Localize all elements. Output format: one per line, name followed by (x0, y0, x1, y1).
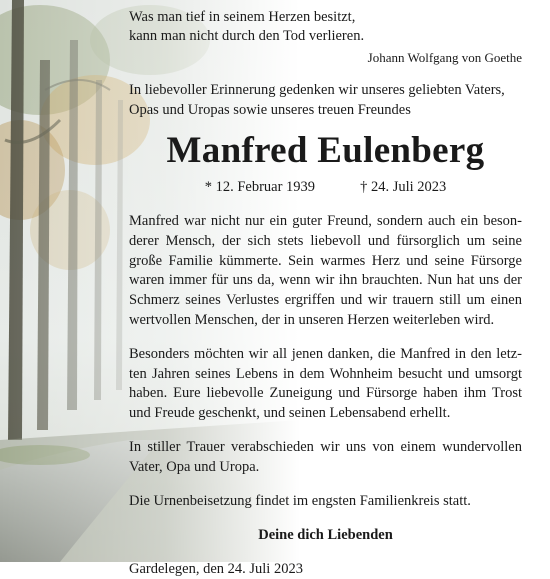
paragraph-line: Manfred war nicht nur ein guter Freund, sondern auch ein beson- (129, 213, 522, 229)
deceased-name: Manfred Eulenberg (166, 130, 485, 171)
paragraph-line: waren immer für uns da, wenn wir ihn brauchten. Nun hat uns der (129, 272, 522, 289)
farewell-paragraph (129, 438, 522, 478)
paragraph-line: Besonders möchten wir all jenen danken, die Manfred in den letz- (129, 345, 522, 362)
paragraph-line: Schmerz seines Verlustes ergriffen und wir trauern still um einen (129, 292, 522, 309)
paragraph-line: derer Mensch, der sich stets liebevoll und fürsorglich um seine (129, 232, 522, 249)
obituary-content (129, 8, 522, 579)
urn-burial-notice: Die Urnenbeisetzung findet im engsten Familienkreis statt. (129, 492, 471, 509)
paragraph-line: haben. Eure liebevolle Zuneigung und Fürsorge haben ihm Trost (129, 385, 522, 402)
place-and-date: Gardelegen, den 24. Juli 2023 (129, 561, 303, 578)
paragraph-line: und Freude geschenkt, und seinen Lebensabend erhellt. (129, 405, 451, 422)
quote-line: kann man nicht durch den Tod verlieren. (129, 28, 365, 44)
life-dates (129, 177, 522, 197)
thanks-paragraph (129, 345, 522, 424)
tribute-paragraph (129, 212, 522, 331)
intro-text (129, 81, 522, 120)
paragraph-line: ten Jahren seines Lebens in dem Wohnheim besucht und umsorgt (129, 365, 522, 382)
paragraph-line: Vater, Opa und Uropa. (129, 458, 260, 475)
quote-author: Johann Wolfgang von Goethe (367, 50, 522, 65)
paragraph-line: In stiller Trauer verabschieden wir uns von einem wundervollen (129, 438, 522, 455)
goethe-quote (129, 8, 522, 67)
intro-line: In liebevoller Erinnerung gedenken wir unseres geliebten Vaters, (129, 82, 505, 98)
death-date: † 24. Juli 2023 (360, 179, 447, 195)
intro-line: Opas und Uropas sowie unseres treuen Freundes (129, 101, 411, 118)
signature: Deine dich Liebenden (258, 527, 393, 544)
birth-date: * 12. Februar 1939 (204, 179, 316, 195)
quote-line: Was man tief in seinem Herzen besitzt, (129, 9, 356, 25)
paragraph-line: wertvollen Menschen, der in unseren Herzen weiterleben wird. (129, 311, 495, 328)
paragraph-line: große Familie kümmerte. Sein warmes Herz und seine Fürsorge (129, 252, 522, 269)
